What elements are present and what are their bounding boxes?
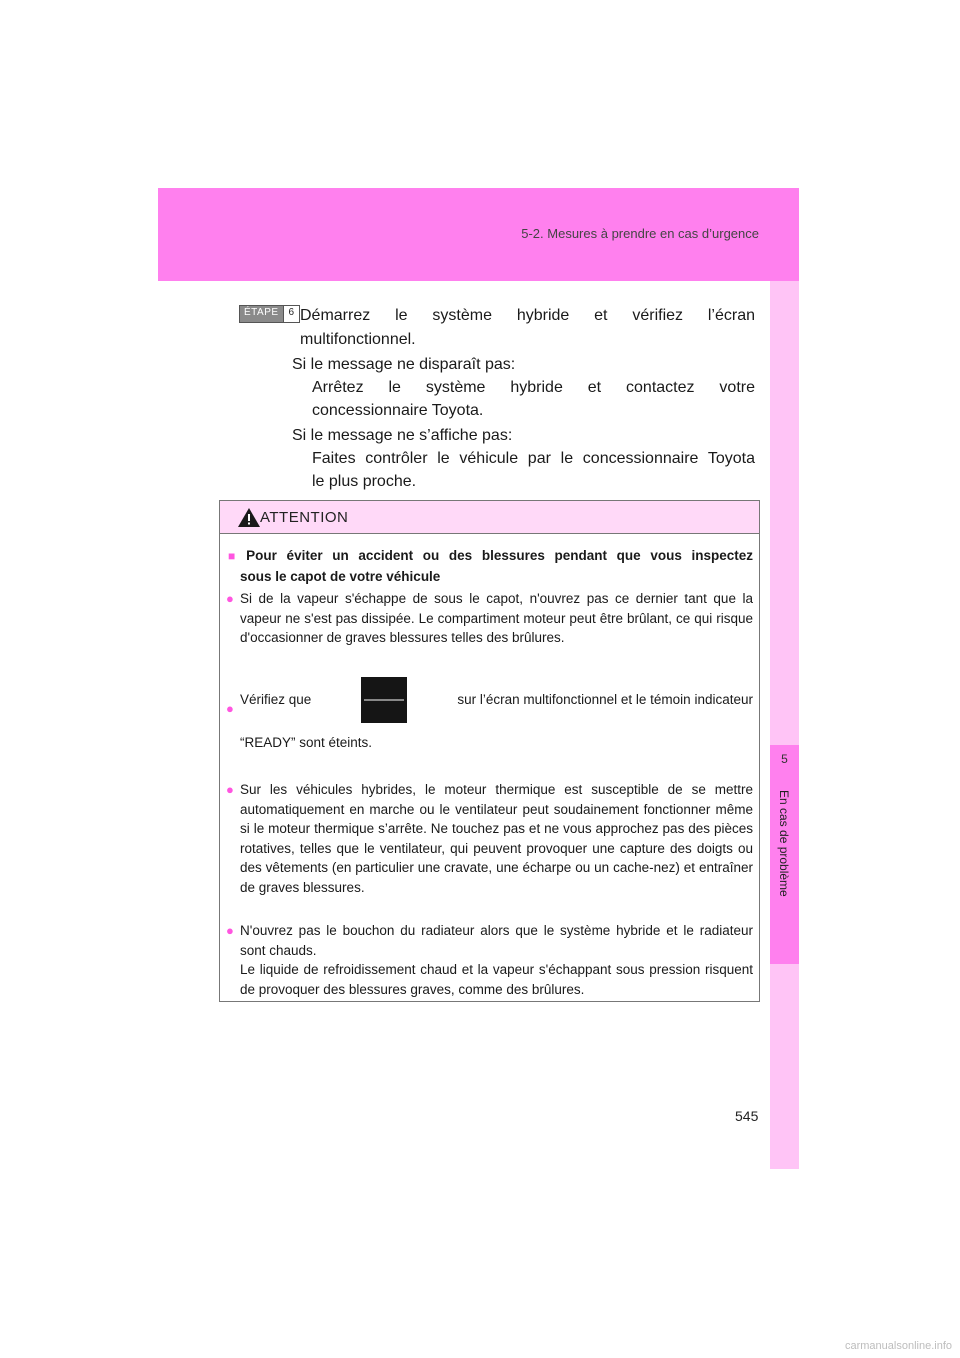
- warning-triangle-icon: [237, 507, 261, 528]
- bullet-2-text-part1: Vérifiez que: [240, 692, 312, 708]
- bullet-item-4: [226, 921, 753, 999]
- bullet-3-text: Sur les véhicules hybrides, le moteur thermique est susceptible de se mettre automatiquement en marche ou le ventilateur peut soudainement fonctionner même si le moteur thermique s’arrête. Ne touchez pas et ne vous approchez pas des pièces rotatives, telles que le ventilateur, qui peuvent provoquer une capture des doigts ou des vêtements (en particulier une cravate, une écharpe ou un cache-nez) et entraîner de graves blessures.: [240, 782, 753, 895]
- square-bullet-icon: ■: [228, 549, 242, 563]
- warning-heading: [228, 546, 753, 586]
- bullet-dot-icon: ●: [226, 701, 234, 716]
- condition-2: Si le message ne s’affiche pas:: [292, 427, 513, 444]
- warning-title: ATTENTION: [260, 509, 349, 526]
- chapter-title: En cas de problème: [777, 790, 791, 897]
- watermark: carmanualsonline.info: [844, 1340, 952, 1352]
- warning-header: [220, 501, 759, 534]
- bullet-4-text-line2: Le liquide de refroidissement chaud et la vapeur s'échappant sous pression risquent de provoquer des blessures graves, comme des brûlures.: [240, 962, 753, 997]
- bullet-dot-icon: ●: [226, 923, 234, 938]
- bullet-1-text: Si de la vapeur s'échappe de sous le capot, n'ouvrez pas ce dernier tant que la vapeur ne s'est pas dissipée. Le compartiment moteur peut être brûlant, ce qui risque d'occasionner de graves blessures telles des brûlures.: [240, 591, 753, 645]
- step-text-line2: multifonctionnel.: [300, 331, 416, 348]
- header-band: [158, 188, 799, 281]
- bullet-2-text-part2: sur l’écran multifonctionnel et le témoin indicateur: [457, 692, 753, 708]
- page-number: 545: [735, 1108, 759, 1124]
- bullet-item-2: [226, 677, 753, 753]
- warning-heading-line1: Pour éviter un accident ou des blessures pendant que vous inspectez: [246, 548, 753, 563]
- condition-2-line1: Faites contrôler le véhicule par le concessionnaire Toyota: [312, 450, 755, 467]
- bullet-item-3: [226, 780, 753, 897]
- step-text-line1: Démarrez le système hybride et vérifiez l’écran: [300, 307, 755, 324]
- warning-heading-line2: sous le capot de votre véhicule: [240, 568, 441, 584]
- step-badge: [239, 305, 300, 323]
- warning-box: [219, 500, 760, 1002]
- condition-1-line2: concessionnaire Toyota.: [312, 402, 484, 419]
- condition-1-line1: Arrêtez le système hybride et contactez votre: [312, 379, 755, 396]
- display-indicator-image: [361, 677, 407, 723]
- step-number: 6: [283, 306, 300, 322]
- bullet-4-text-line1: N'ouvrez pas le bouchon du radiateur alors que le système hybride et le radiateur sont chauds.: [240, 923, 753, 958]
- chapter-number: 5: [781, 752, 788, 766]
- bullet-item-1: [226, 589, 753, 648]
- bullet-2-text-part3: “READY” sont éteints.: [240, 735, 373, 750]
- step-label: ÉTAPE: [240, 306, 283, 322]
- condition-2-line2: le plus proche.: [312, 473, 417, 490]
- condition-1: Si le message ne disparaît pas:: [292, 356, 516, 373]
- side-strip: [770, 281, 799, 1169]
- bullet-dot-icon: ●: [226, 591, 234, 606]
- section-title: 5-2. Mesures à prendre en cas d’urgence: [521, 226, 759, 241]
- bullet-dot-icon: ●: [226, 782, 234, 797]
